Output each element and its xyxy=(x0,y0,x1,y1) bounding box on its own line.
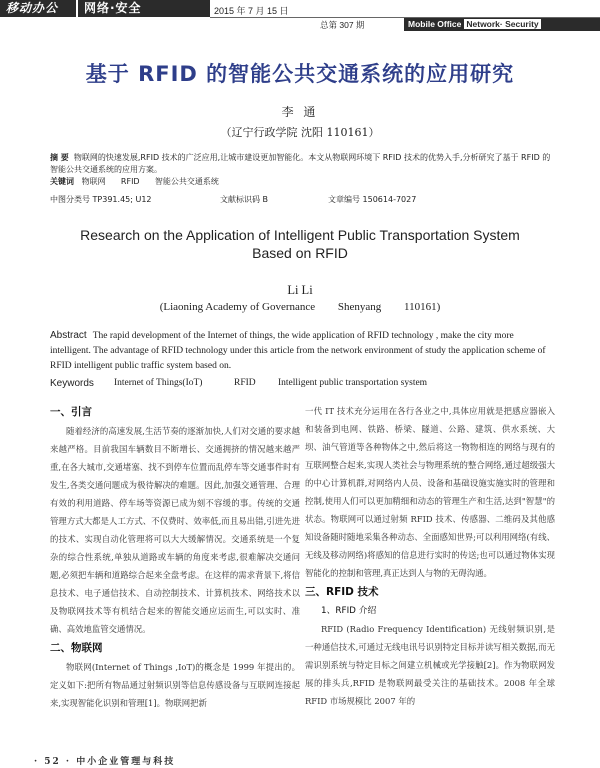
body-paragraph: 随着经济的高速发展,生活节奏的逐渐加快,人们对交通的要求越来越严格。目前我国车辆数目不断增长、交通拥挤的情况越来越严重,在各大城市,交通堵塞、找不到停车位置而乱停车等交通事件时有发生,各类交通问题成为极待解决的难题。因此,加强交通管理、合理有效的利用道路、停车场等资源已成为刻不容缓的事。传统的交通管理方式大都是人工方式、不仅费时、效率低,而且易出错,引进先进的技术、实现自动化管理将可以大大缓解情况。交通系统是一个复杂的综合性系统,单独从道路或车辆的角度来考虑,很难解决交通问题,必须把车辆和道路综合起来全盘考虑。在这样的需求背景下,将信息技术、电子通信技术、自动控制技术、计算机技术、网络技术以及物联网技术等有机结合起来的智能交通应运而生,可以实时、准确、高效地监管交通情况。 xyxy=(50,426,300,634)
header-section-mobile-office: 移动办公 xyxy=(6,1,59,15)
header-section-network-security: 网络·安全 xyxy=(84,1,142,15)
section-heading-introduction: 一、引言 xyxy=(50,406,92,418)
section-heading-rfid: 三、RFID 技术 xyxy=(305,586,379,598)
header-en-section-bar xyxy=(404,18,600,31)
header-section-bar xyxy=(0,0,210,17)
affiliation-cn: （辽宁行政学院 沈阳 110161） xyxy=(220,126,380,139)
clc-number: 中图分类号 TP391.45; U12 xyxy=(50,195,152,204)
article-number: 文章编号 150614-7027 xyxy=(328,195,417,204)
keyword-cn: RFID xyxy=(120,177,140,186)
affiliation-en-code: 110161) xyxy=(404,301,441,313)
keyword-en: Intelligent public transportation system xyxy=(278,378,428,388)
affiliation-en xyxy=(0,301,600,313)
abstract-en-label: Abstract xyxy=(50,330,87,341)
section-heading-iot: 二、物联网 xyxy=(50,642,103,654)
header-date: 2015 年 7 月 15 日 xyxy=(214,6,289,16)
abstract-cn-text: 物联网的快速发展,RFID 技术的广泛应用,让城市建设更加智能化。本文从物联网环境下 RFID 技术的优势入手,分析研究了基于 RFID 的智能公共交通系统的应用方案。 xyxy=(50,153,551,174)
body-column-left xyxy=(50,402,300,712)
header-issue-number: 总第 307 期 xyxy=(320,20,365,30)
document-code: 文献标识码 B xyxy=(220,195,269,204)
body-paragraph: RFID (Radio Frequency Identification) 无线射频识别,是一种通信技术,可通过无线电讯号识别特定目标并读写相关数据,而无需识别系统与特定目标之间建立机械或光学接触[2]。作为物联网发展的排头兵,RFID 是物联网最受关注的基础技术。2008 年全球 RFID 市场规模比 2007 年的 xyxy=(305,624,555,706)
body-column-right xyxy=(305,402,555,710)
paper-title-cn: 基于 RFID 的智能公共交通系统的应用研究 xyxy=(85,62,515,86)
header-en-network-security: Network· Security xyxy=(466,19,539,29)
author-cn: 李 通 xyxy=(281,105,319,119)
subsection-heading-rfid-intro: 1、RFID 介绍 xyxy=(321,606,377,616)
keywords-cn-label: 关键词 xyxy=(50,177,74,186)
header-divider xyxy=(76,0,78,17)
keywords-en-label: Keywords xyxy=(50,378,94,389)
keyword-cn: 物联网 xyxy=(81,177,106,186)
abstract-en xyxy=(50,328,552,374)
page-footer: · 52 · 中小企业管理与科技 xyxy=(34,757,176,767)
header-en-mobile-office: Mobile Office xyxy=(408,19,462,29)
affiliation-en-city: Shenyang xyxy=(337,301,382,313)
keyword-en: RFID xyxy=(234,378,256,388)
abstract-en-text: The rapid development of the Internet of things, the wide application of RFID technology , make the city more intelligent. The advantage of RFID technology under this article from the network environment of study the application scheme of RFID intelligent public traffic system based on. xyxy=(50,331,546,371)
author-en: Li Li xyxy=(287,283,313,297)
keyword-cn: 智能公共交通系统 xyxy=(154,177,219,186)
abstract-cn-label: 摘 要 xyxy=(50,153,69,162)
affiliation-en-org: (Liaoning Academy of Governance xyxy=(159,301,316,313)
body-paragraph: 物联网(Internet of Things ,IoT)的概念是 1999 年提出的。定义如下:把所有物品通过射频识别等信息传感设备与互联网连接起来,实现智能化识别和管理[1]。物联网把新 xyxy=(50,662,300,708)
body-paragraph: 一代 IT 技术充分运用在各行各业之中,具体应用就是把感应器嵌入和装备到电网、铁路、桥梁、隧道、公路、建筑、供水系统、大坝、油气管道等各种物体之中,然后将这一物物相连的网络与现有的互联网整合起来,实现人类社会与物理系统的整合网络,通过超级强大的中心计算机群,对网络内人员、设备和基础设施实施实时的管理和控制,使用人们可以更加精细和动态的管理生产和生活,达到"智慧"的状态。物联网可以通过射频 RFID 技术、传感器、二维码及其他感知设备随时随地采集各种动态、全面感知世界;可以利用网络(有线、无线及移动网络)将感知的信息进行实时的传送;也可以通过物体实现智能化的控制和管理,真正达到人与物的无碍沟通。 xyxy=(305,406,555,578)
keyword-en: Internet of Things(IoT) xyxy=(114,378,203,388)
abstract-cn xyxy=(50,152,552,188)
paper-title-en: Research on the Application of Intelligent Public Transportation System Based on RFID xyxy=(80,227,520,261)
